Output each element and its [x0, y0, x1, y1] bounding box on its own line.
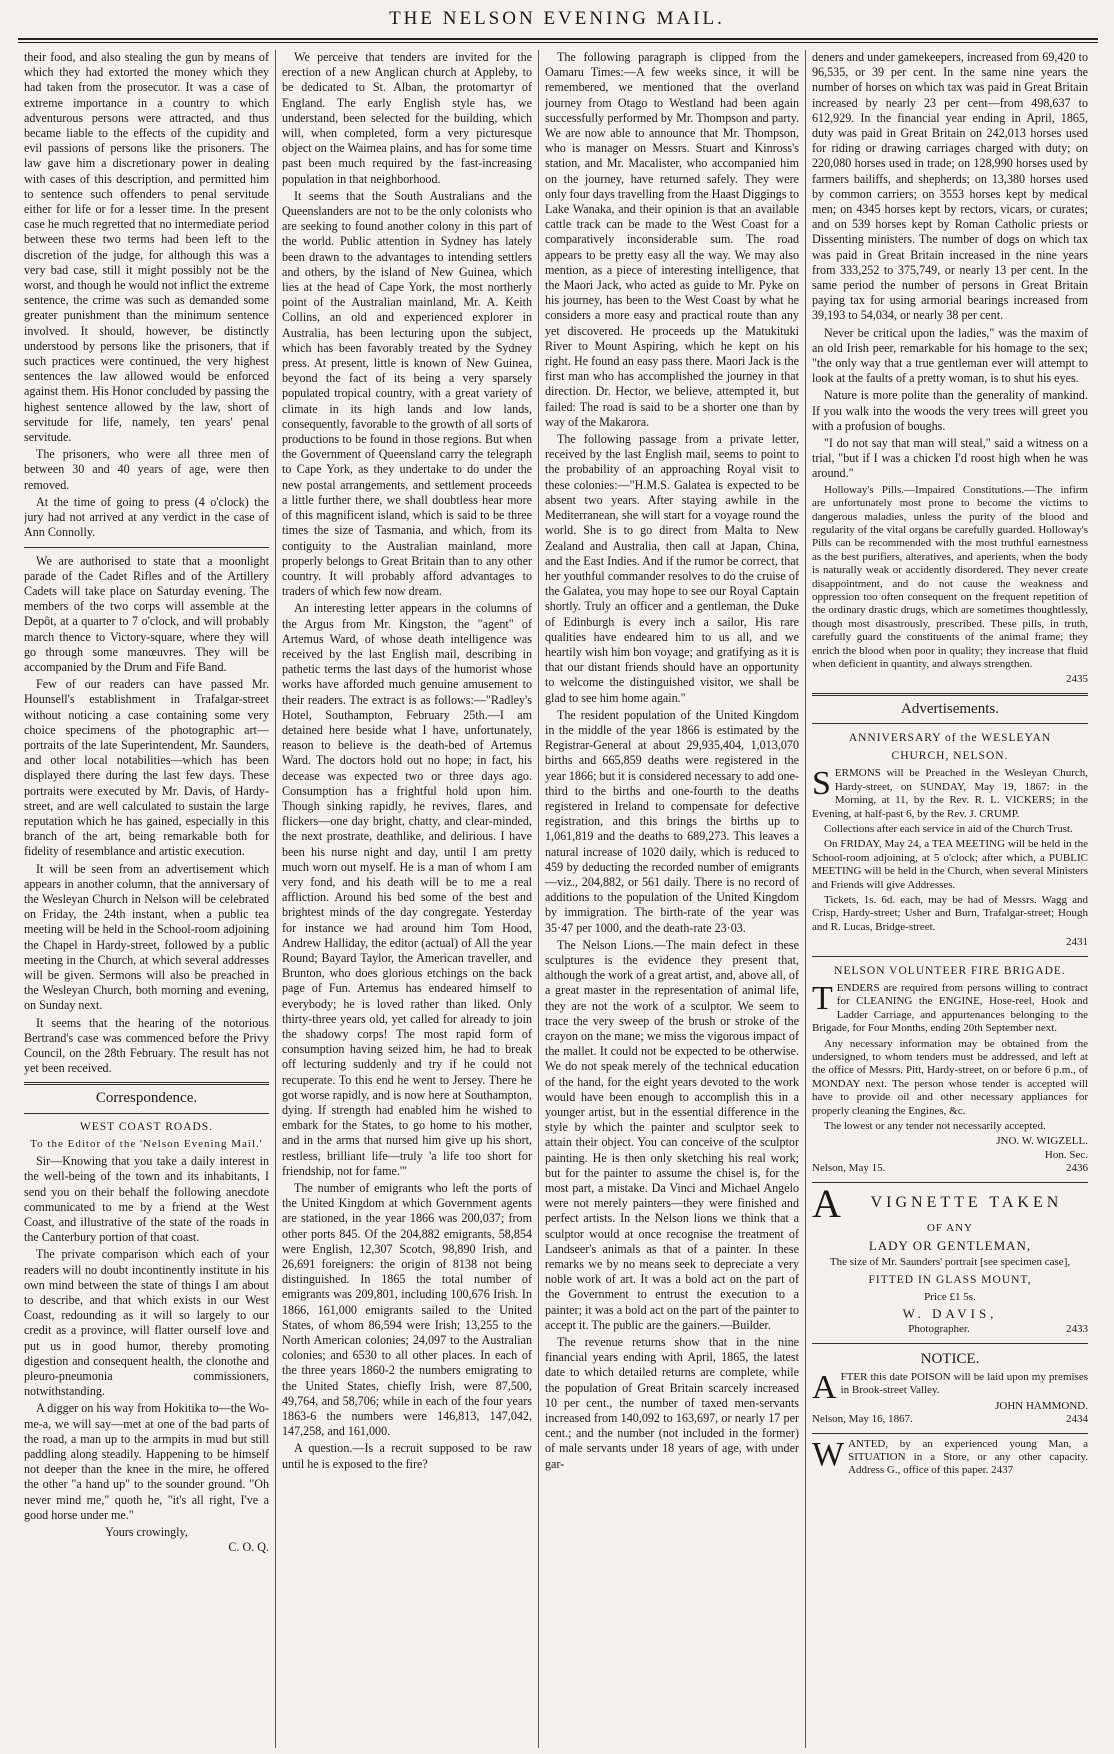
advertorial-paragraph: Holloway's Pills.—Impaired Constitutions.—The infirm are unfortunately most prone to become the victims to dangerous maladies, unless the purity of the blood and regularity of the vital organs be carefully guarded. Holloway's Pills can be recommended with the most truthful earnestness as the best purifiers, alteratives, and aperients, when the body is naturally weak or accidently disordered. They never create disappointment, and do not cause the weakness and oppression too often consequent on the frequent repetition of the ordinary drastic drugs, which are sometimes thoughtlessly, though most disastrously, prescribed. These pills, in truth, carefully guard the constituents of the animal frame; they enrich the blood when poor in quality; they increase that fluid when deficient in quantity, and always strengthen.	[812, 483, 1088, 670]
column-divider	[805, 50, 806, 1748]
masthead-rule	[18, 38, 1098, 40]
article-paragraph: Never be critical upon the ladies," was the maxim of an old Irish peer, remarkable for his homage to the sex; "the only way that a true gentleman ever will attempt to look at the faults of a pretty woman, is to shut his eyes.	[812, 325, 1088, 386]
article-paragraph: deners and under gamekeepers, increased from 69,420 to 96,535, or 39 per cent. In the same nine years the number of horses on which tax was paid in Great Britain increased by nearly 23 per cent—from 498,637 to 612,929. In the financial year ending in April, 1865, duty was paid in Great Britain on 242,013 horses used for riding or drawing carriages charged with duty; on 220,080 horses used in trade; on 128,990 horses used by farmers bailiffs, and shepherds; on 13,380 horses used by common carriers; on 3553 horses kept by medical men; on 4345 horses kept by rectors, vicars, or curates; and on 539 horses kept by Roman Catholic priests or Dissenting ministers. The number of dogs on which tax was paid in Great Britain increased in the nine years from 333,252 to 375,749, or nearly 13 per cent. In the same period the number of persons in Great Britain paying tax for using armorial bearings increased from 39,193 to 54,034, or nearly 38 per cent.	[812, 50, 1088, 323]
ad-body: On FRIDAY, May 24, a TEA MEETING will be held in the School-room adjoining, at 5 o'clock; after which, a PUBLIC MEETING will be held in the Church, when several Ministers and Friends will give Addresses.	[812, 838, 1088, 891]
article-paragraph: The resident population of the United Kingdom in the middle of the year 1866 is estimated by the Registrar-General at about 29,935,404, 1,013,070 births and 665,859 deaths were registered in the year 1866; but it is considered necessary to add one-third to the births and one-fourth to the deaths registered in Ireland to compensate for defective registration, and this brings the births up to 1,061,819 and the deaths to 689,273. This leaves a natural increase of 1020 daily, which is reduced to 459 by deducting the recorded number of emigrants—viz., 204,882, or 561 daily. There is no record of additions to the population of the United Kingdom by immigration. The birth-rate of the year was 35·47 per 1000, and the death-rate 23·03.	[545, 707, 799, 935]
ad-title: NOTICE.	[920, 1350, 980, 1367]
ad-date: Nelson, May 15.	[812, 1162, 886, 1175]
ad-signature: JOHN HAMMOND.	[995, 1399, 1088, 1412]
letter-salutation: To the Editor of the 'Nelson Evening Mail.'	[30, 1137, 263, 1150]
ad-title: ANNIVERSARY of the WESLEYAN	[848, 731, 1052, 744]
column-1	[24, 50, 269, 1748]
ad-body: FTER this date POISON will be laid upon my premises in Brook-street Valley.	[840, 1371, 1088, 1397]
ad-signature: JNO. W. WIGZELL.	[996, 1135, 1088, 1148]
heading-rule	[24, 1113, 269, 1114]
article-paragraph: We are authorised to state that a moonlight parade of the Cadet Rifles and of the Artillery Cadets will take place on Saturday evening. The members of the two corps will assemble at the Depôt, at a quarter to 7 o'clock, and will probably march thence to Victory-square, where they will go through some manœuvres. They will be accompanied by the Drum and Fife Band.	[24, 553, 269, 674]
article-paragraph: We perceive that tenders are invited for the erection of a new Anglican church at Appleby, to be dedicated to St. Alban, the protomartyr of England. The early English style has, we understand, been selected for the building, which will, when completed, form a very picturesque object on the Waimea plains, and has for some time past been much required by the fast-increasing population in that neighborhood.	[282, 50, 532, 186]
article-paragraph: The prisoners, who were all three men of between 30 and 40 years of age, were then removed.	[24, 447, 269, 492]
ad-title: CHURCH, NELSON.	[891, 750, 1009, 763]
ad-text: FITTED IN GLASS MOUNT,	[868, 1273, 1032, 1286]
column-divider	[538, 50, 539, 1748]
letter-paragraph: A digger on his way from Hokitika to—the Wo-me-a, we will say—met at one of the bad parts of the road, a man up to the armpits in mud but still paddling along steadily. Happening to be himself not deeper than the knee in the mire, he offered the other "a hand up" to the sounder ground. "Oh never mind me," quoth he, "it's all right, I've a good horse under me."	[24, 1401, 269, 1522]
ad-name: W. DAVIS,	[902, 1306, 998, 1322]
ad-wesleyan	[812, 723, 1088, 950]
article-paragraph: Few of our readers can have passed Mr. Hounsell's establishment in Trafalgar-street without noticing a case containing some very choice specimens of the photographic art—portraits of the late Superintendent, Mr. Saunders, and other local notabilities—which has been displayed there during the last few days. These portraits were executed by Mr. Davis, of Hardy-street, and are well calculated to sustain the large reputation which he has gained, especially in this branch of the art, being remarkable both for fidelity of resemblance and artistic execution.	[24, 677, 269, 859]
article-paragraph: At the time of going to press (4 o'clock) the jury had not arrived at any verdict in the case of Ann Connolly.	[24, 494, 269, 540]
article-paragraph: A question.—Is a recruit supposed to be raw until he is exposed to the fire?	[282, 1441, 532, 1471]
letter-signature: C. O. Q.	[228, 1540, 269, 1555]
ad-body: ANTED, by an experienced young Man, a SITUATION in a Store, or any other capacity. Address G., office of this paper.	[848, 1437, 1088, 1477]
section-divider	[24, 1082, 269, 1085]
ad-role: Photographer.	[908, 1323, 970, 1336]
drop-cap: A	[812, 1180, 841, 1226]
drop-cap: S	[812, 765, 831, 803]
ad-title: NELSON VOLUNTEER FIRE BRIGADE.	[834, 964, 1066, 977]
article-paragraph: The following passage from a private letter, received by the last English mail, seems to point to the probability of an approaching Royal visit to these colonies:—"H.M.S. Galatea is expected to be absent two years. After staying awhile in the Mediterranean, she will start for a voyage round the world. She is to go direct from Malta to New Zealand and Australia, then call at Japan, China, and the East Indies. And if the rumor be correct, that her youthful commander resolves to do the cruise of the Galatea, you may hope to see our Royal Captain shortly. Truly an officer and a gentleman, the Duke of Edinburgh is every inch a sailor, His rare qualities have endeared him to us all, and we heartily wish him bon voyage; and gratifying as it is that our distant friends should have an opportunity to welcome the distinguished visitor, we shall be glad to see him home again."	[545, 432, 799, 705]
ad-price: Price £1 5s.	[924, 1290, 976, 1303]
article-paragraph: their food, and also stealing the gun by means of which they had extorted the money which they had taken from the prosecutor. It was a case of extreme importance in a country to which adventurous persons were attracted, and thus became liable to the effects of the cupidity and evil passions of persons like the prisoners. The law gave him a discretionary power in dealing with cases of this description, and permitted him to sentence such offenders to penal servitude either for life or for a lesser time. In the present case he much regretted that no intermediate period between these two terms had been left to the discretion of the judge, for although this was a very bad case, still it might possibly not be the worst, and though he would not inflict the extreme sentence, the crime was such as demanded some greater punishment than the minimum sentence involved. It should, however, be distinctly understood by persons like the prisoners, that if such practices were continued, the very highest sentences the law allowed would be enforced against them. His Honor concluded by passing the highest sentence allowed by the law, short of servitude for life, namely, ten years' penal servitude.	[24, 50, 269, 445]
section-divider	[24, 547, 269, 548]
column-2	[282, 50, 532, 1748]
ad-vignette	[812, 1182, 1088, 1337]
ad-body: Any necessary information may be obtained from the undersigned, to whom tenders must be addressed, and left at the office of Messrs. Pitt, Hardy-street, on or before 6 p.m., of MONDAY next. The person whose tender is accepted will have to provide oil and other necessary appliances for properly cleaning the Engines, &c.	[812, 1037, 1088, 1117]
article-paragraph: The following paragraph is clipped from the Oamaru Times:—A few weeks since, it will be remembered, we mentioned that the overland journey from Otago to Westland had been again successfully performed by Mr. Thompson and party. We are now able to announce that Mr. Thompson, who is manager on Messrs. Stuart and Kinross's station, and Mr. Macalister, who accompanied him on the journey, have returned safely. They were only four days travelling from the Haast Diggings to Lake Wanaka, and their opinion is that an available cattle track can be made to the West Coast for a comparatively inconsiderable sum. The road appears to be pretty easy all the way. We may also mention, as a piece of interesting intelligence, that the Maori Jack, who acted as guide to Mr. Pyke on his journey, has been to the West Coast by what he considers a more easy and practical route than any yet discovered. He proceeds up the Matukituki River to Mount Aspiring, which he kept on his right. He found an easy pass there. Maori Jack is the first man who has accomplished the journey in that direction. Dr. Hector, we believe, attempted it, but failed: The road is said to be a shorter one than by way of the Makarora.	[545, 50, 799, 429]
letter-paragraph: Sir—Knowing that you take a daily interest in the well-being of the town and its inhabitants, I send you on their behalf the following anecdote communicated to me by a friend at the West Coast, and illustrative of the state of the roads in the Canterbury portion of that coast.	[24, 1154, 269, 1245]
letter-paragraph: The private comparison which each of your readers will no doubt incontinently institute in his own mind between the state of things I am about to describe, and that which exists in our West Coast, redounding as it will so largely to our credit as a province, will flatter ourself love and put us in good humor, thereby promoting digestion and consequent health, the clonothe and pleuro-pneumonia commissioners, notwithstanding.	[24, 1247, 269, 1399]
article-paragraph: Nature is more polite than the generality of mankind. If you walk into the woods the very trees will greet you with a profusion of boughs.	[812, 388, 1088, 433]
article-paragraph: It seems that the hearing of the notorious Bertrand's case was commenced before the Privy Council, on the 28th February. The result has not yet been received.	[24, 1015, 269, 1076]
ad-number: 2431	[1066, 936, 1088, 949]
ad-date: Nelson, May 16, 1867.	[812, 1413, 913, 1426]
column-3	[545, 50, 799, 1748]
article-paragraph: It seems that the South Australians and the Queenslanders are not to be the only colonists who are seeking to found another colony in this part of the world. Public attention in Sydney has lately been drawn to the advantages to intending settlers and others, by the island of New Guinea, which lies at the head of Cape York, the most northerly point of the Australian mainland, Mr. A. Keith Collins, an old and experienced explorer in Australia, has been lecturing upon the subject, which has been favorably treated by the Sydney press. At present, little is known of New Guinea, beyond the fact of its being a very sparsely populated tropical country, with a great variety of climate in its high lands and low lands, consequently, favorable to the growth of all sorts of productions to be found in those regions. But when the Government of Queensland carry the telegraph to Cape York, as they undertake to do under the new postal arrangements, and settlement proceeds a little further there, we shall doubtless hear more of this magnificent island, which is said to be three times the size of Tasmania, and which, from its contiguity to the Australian mainland, more properly belongs to Great Britain than to any other country. It will probably afford advantages to traders of which few now dream.	[282, 188, 532, 599]
ad-number: 2435	[1066, 673, 1088, 686]
letter-closing: Yours crowingly,	[105, 1525, 188, 1540]
ad-number: 2437	[991, 1464, 1014, 1477]
letter-title: WEST COAST ROADS.	[79, 1120, 214, 1133]
ad-text: OF ANY	[926, 1221, 974, 1234]
ad-body: ERMONS will be Preached in the Wesleyan Church, Hardy-street, on SUNDAY, May 19, 1867: in the Morning, at 11, by the Rev. R. L. VICKERS; in the Evening, at half-past 6, by the Rev. J. CRUMP.	[812, 767, 1088, 820]
column-4	[812, 50, 1088, 1748]
column-divider	[275, 50, 276, 1748]
article-paragraph: The Nelson Lions.—The main defect in these sculptures is the evidence they present that, although the work of a great artist, and, above all, of a great master in the representation of animal life, they are not the work of a sculptor. We seem to trace the very sweep of the brush or stroke of the crayon on the mane; we miss the vigorous impact of the mallet. It could not be expected to be otherwise. We do not speak merely of the technical education of the hand, for the eight years devoted to the work would have been enough to accomplish this in a younger artist, but in the essential difference in the style by which the painter and sculptor seek to attain their object. You can conceive of the sculptor painting. He is then only sketching his real work; but for the painter to assume the chisel is, for the most part, a mistake. Da Vinci and Michael Angelo were not merely painters—they were finished and perfect artists. In the Nelson lions we think that a sculptor would at once recognise the treatment of Landseer's animals as that of a painter. In these remarks we by no means seek to depreciate a very noble work of art. It was a bold act on the part of the Government to entrust the execution to a painter; it was a bold act on the part of the painter to accept it. The public are the gainers.—Builder.	[545, 937, 799, 1332]
ad-role: Hon. Sec.	[1044, 1148, 1088, 1161]
ad-number: 2433	[1065, 1323, 1088, 1336]
ad-text: LADY OR GENTLEMAN,	[868, 1237, 1032, 1253]
ad-body: Tickets, 1s. 6d. each, may be had of Messrs. Wagg and Crisp, Hardy-street; Usher and Burn, Trafalgar-street; Hough and R. Lucas, Bridge-street.	[812, 894, 1088, 933]
ad-body: Collections after each service in aid of the Church Trust.	[824, 823, 1073, 836]
drop-cap: T	[812, 979, 833, 1017]
article-paragraph: The revenue returns show that in the nine financial years ending with April, 1865, the latest date to which detailed returns are complete, while the population of Great Britain scarcely increased 10 per cent., the number of taxed men-servants increased from 140,092 to 163,697, or nearly 17 per cent.; and the number (not included in the former) of male servants under 18 years of age, with under gar-	[545, 1335, 799, 1471]
article-paragraph: An interesting letter appears in the columns of the Argus from Mr. Kingston, the "agent" of Artemus Ward, of whose death intelligence was received by the last English mail, describing in pathetic terms the last days of the humorist whose works have afforded much genuine amusement to their readers. The extract is as follows:—"Radley's Hotel, Southampton, February 25th.—I am detained here beside what I have, unfortunately, reason to believe is the death-bed of Artemus Ward. The doctors hold out no hope; in fact, his decease was expected two or three days ago. Consumption has a frightful hold upon him. Though sinking rapidly, he revives, flares, and flickers—one day bright, chatty, and clear-minded, the next prostrate, deathlike, and delirious. I have been his nurse night and day, until I am pretty much worn out myself. He is a man of whom I am very fond, and his death will be to me a real affliction. Around his bed some of the best and brightest minds of the day congregate. Yesterday for instance we had around him Tom Hood, Andrew Halliday, the editor (actual) of All the year Round; Bayard Taylor, the American traveller, and Brunton, who does glorious etchings on the back page of Fun. Artemus has endeared himself to everybody; he is loved rather than liked. Only thirty-three years old, yet called for already to join the shadowy corps! The most rapid form of consumption having seized him, he had to break off lecturing suddenly and try if he could not recuperate. To this end he went to Jersey. There he got worse rapidly, and is now here at Southampton, dying. If strength had enabled him he wished to embark for the States, to go home to his mother, and in the arms that nursed him give up his short, restless, brilliant life—truly 'a life too short for friendship, not for fame.'"	[282, 601, 532, 1178]
ad-number: 2434	[1066, 1413, 1088, 1426]
ad-number: 2436	[1066, 1162, 1088, 1175]
article-paragraph: "I do not say that man will steal," said a witness on a trial, "but if I was a chicken I'd roost high when he was around."	[812, 436, 1088, 481]
ad-body: The lowest or any tender not necessarily accepted.	[824, 1119, 1046, 1132]
section-divider	[812, 693, 1088, 696]
masthead: THE NELSON EVENING MAIL.	[389, 8, 725, 29]
drop-cap: W	[812, 1435, 845, 1473]
correspondence-heading: Correspondence.	[95, 1090, 198, 1107]
drop-cap: A	[812, 1369, 837, 1406]
ad-title: VIGNETTE TAKEN	[870, 1193, 1063, 1211]
ad-wanted	[812, 1433, 1088, 1478]
ad-text: The size of Mr. Saunders' portrait [see specimen case],	[829, 1256, 1071, 1269]
ad-fire-brigade	[812, 956, 1088, 1176]
ad-body: ENDERS are required from persons willing to contract for CLEANING the ENGINE, Hose-reel, Hook and Ladder Carriage, and appurtenances belonging to the Brigade, for Four Months, ending 20th September next.	[812, 981, 1088, 1035]
ad-notice	[812, 1343, 1088, 1427]
article-paragraph: The number of emigrants who left the ports of the United Kingdom at which Government agents are stationed, in the year 1866 was 200,037; from other ports 845. Of the 204,882 emigrants, 58,854 were English, 12,307 Scotch, 98,890 Irish, and 26,691 foreigners: the origin of 8138 not being distinguished. In 1865 the total number of emigrants was 209,801, including 100,676 Irish. In 1866, 161,000 emigrants sailed to the United States, of whom 86,594 were Irish; 13,255 to the North American colonies; 24,097 to the Australian colonies; and 6530 to all other places. In each of the three years 1860-2 the numbers emigrating to the United States, chiefly Irish, were 87,500, 49,764, and 58,706; while in each of the four years 1863-6 the numbers were 146,813, 147,042, 147,258, and 161,000.	[282, 1181, 532, 1439]
masthead-rule-thin	[18, 42, 1098, 43]
article-paragraph: It will be seen from an advertisement which appears in another column, that the anniversary of the Wesleyan Church in Nelson will be celebrated on Friday, the 24th instant, when a public tea meeting will be held in the School-room adjoining the Chapel in Hardy-street, followed by a public meeting in the Church, at which several addresses will be given. Sermons will also be preached in the Wesleyan Church, both morning and evening, on Sunday next.	[24, 861, 269, 1013]
advertisements-heading: Advertisements.	[901, 700, 999, 717]
